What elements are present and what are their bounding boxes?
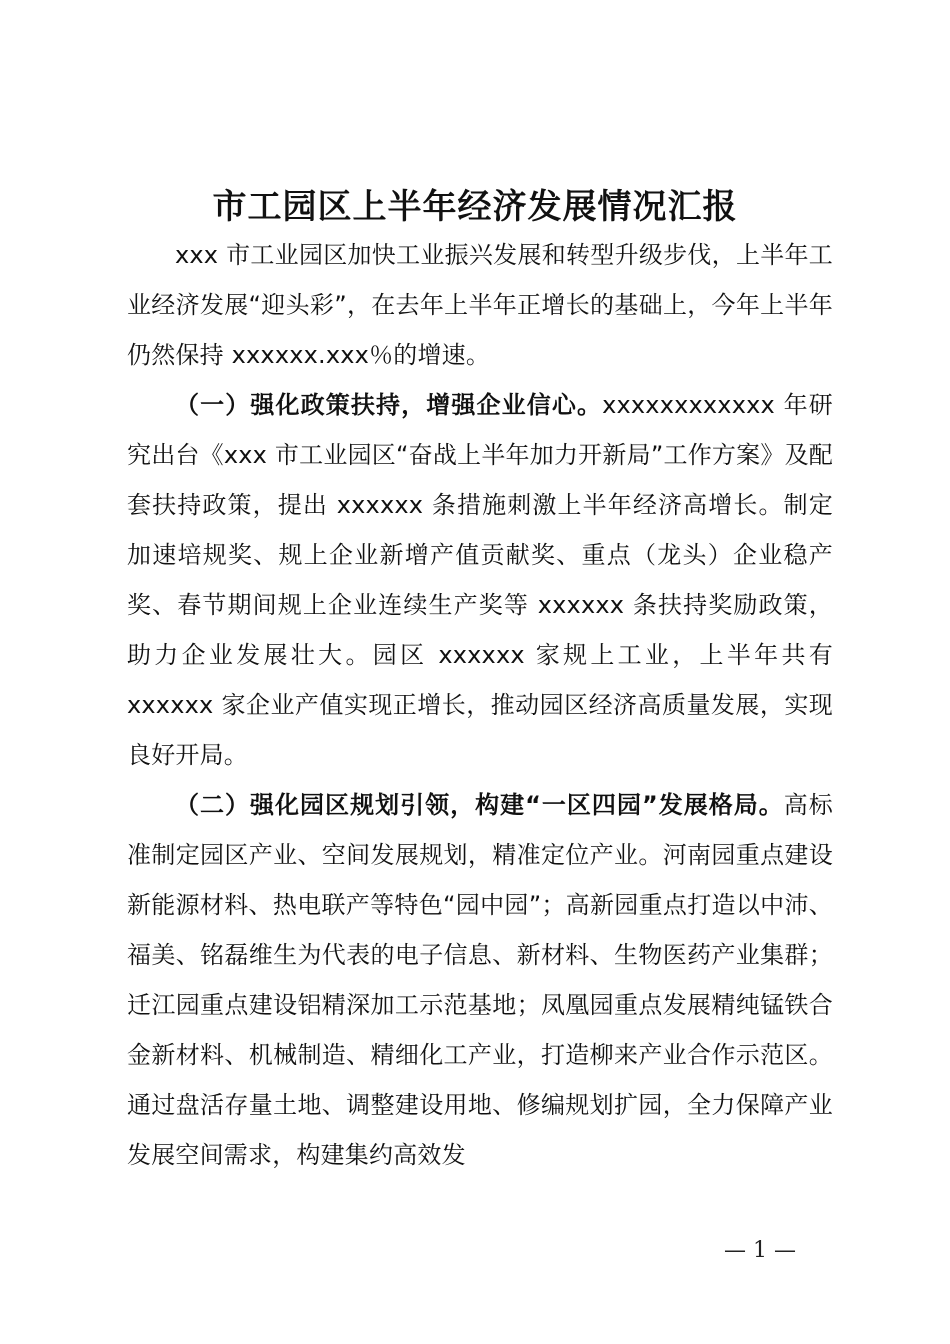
paragraph-park-planning xyxy=(127,780,833,1180)
document-title: 市工园区上半年经济发展情况汇报 xyxy=(212,187,738,227)
paragraph-text: 高标准制定园区产业、空间发展规划，精准定位产业。河南园重点建设新能源材料、热电联产等特色“园中园”；高新园重点打造以中沛、福美、铭磊维生为代表的电子信息、新材料、生物医药产业集群；迁江园重点建设铝精深加工示范基地；凤凰园重点发展精纯锰铁合金新材料、机械制造、精细化工产业，打造柳来产业合作示范区。通过盘活存量土地、调整建设用地、修编规划扩园，全力保障产业发展空间需求，构建集约高效发 xyxy=(127,791,834,1169)
paragraph-text: xxx 市工业园区加快工业振兴发展和转型升级步伐，上半年工业经济发展“迎头彩”，在去年上半年正增长的基础上，今年上半年仍然保持 xxxxxx.xxx％的增速。 xyxy=(127,241,833,369)
page-number: — 1 — xyxy=(724,1238,796,1263)
document-body xyxy=(127,230,833,1180)
paragraph-policy-support xyxy=(127,380,833,780)
paragraph-lead: （一）强化政策扶持，增强企业信心。 xyxy=(175,391,603,419)
paragraph-text: xxxxxxxxxxxx 年研究出台《xxx 市工业园区“奋战上半年加力开新局”工作方案》及配套扶持政策，提出 xxxxxx 条措施刺激上半年经济高增长。制定加速培规奖、规上企业新增产值贡献奖、重点（龙头）企业稳产奖、春节期间规上企业连续生产奖等 xxxxxx 条扶持奖励政策，助力企业发展壮大。园区 xxxxxx 家规上工业，上半年共有 xxxxxx 家企业产值实现正增长，推动园区经济高质量发展，实现良好开局。 xyxy=(127,391,833,769)
paragraph-intro xyxy=(127,230,833,380)
paragraph-lead: （二）强化园区规划引领，构建“一区四园”发展格局。 xyxy=(175,791,784,819)
